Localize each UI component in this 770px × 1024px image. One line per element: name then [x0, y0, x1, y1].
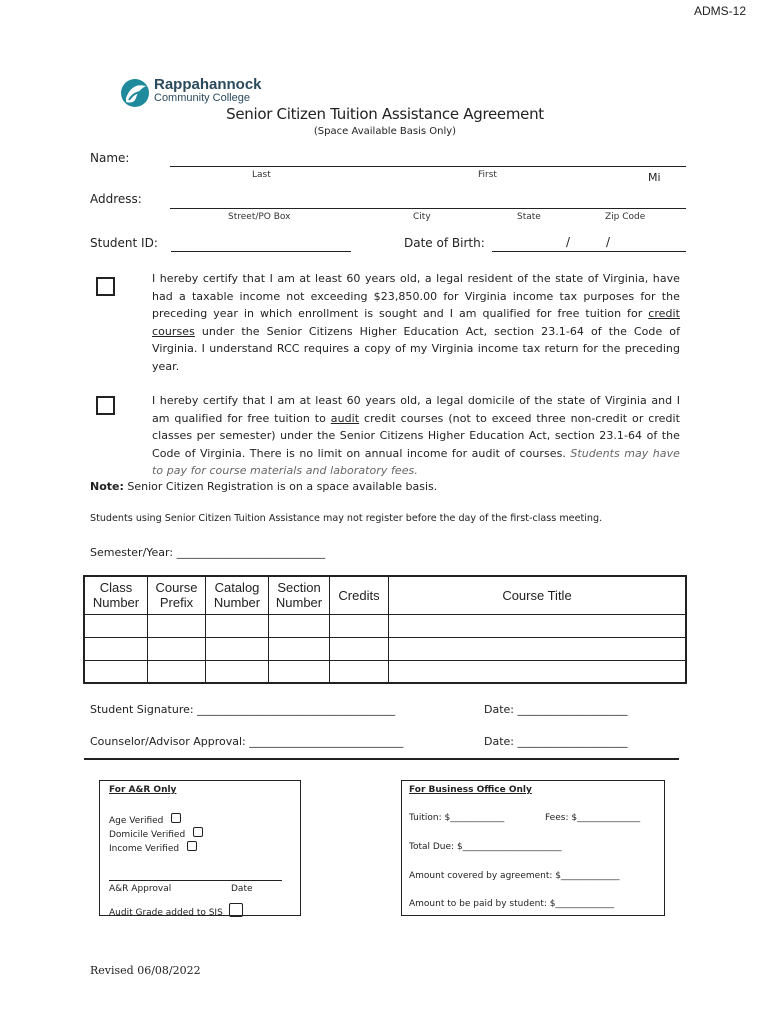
credits-header: Credits — [330, 576, 389, 614]
table-cell[interactable] — [269, 637, 330, 660]
course-table — [83, 575, 687, 684]
total-due-field[interactable]: Total Due: $______________________ — [409, 842, 562, 852]
note — [90, 480, 437, 493]
table-cell[interactable] — [206, 614, 269, 637]
table-cell[interactable] — [330, 637, 389, 660]
section-number-header: Section Number — [269, 576, 330, 614]
amount-covered-field[interactable]: Amount covered by agreement: $_____________ — [409, 871, 620, 881]
amount-paid-field[interactable]: Amount to be paid by student: $_____________ — [409, 899, 614, 909]
table-cell[interactable] — [84, 637, 148, 660]
credit-certification-text: I hereby certify that I am at least 60 years old, a legal resident of the state of Virginia, have had a taxable income not exceeding $23,850.00 for Virginia income tax purposes for the preceding year in which enrollment is sought and I am qualified for free tuition for credit courses under the Senior Citizens Higher Education Act, section 23.1-64 of the Code of Virginia. I understand RCC requires a copy of my Virginia income tax return for the preceding year. — [152, 272, 680, 373]
age-verified-checkbox[interactable] — [171, 813, 181, 823]
income-verified-row — [109, 841, 197, 854]
business-box-heading: For Business Office Only — [409, 785, 532, 795]
state-caption: State — [517, 212, 541, 222]
domicile-verified-label: Domicile Verified — [109, 830, 186, 840]
logo-name: Rappahannock — [154, 76, 262, 93]
table-cell[interactable] — [148, 614, 206, 637]
page-title: Senior Citizen Tuition Assistance Agreement — [226, 105, 544, 123]
last-caption: Last — [252, 170, 271, 180]
table-cell[interactable] — [84, 614, 148, 637]
ar-office-box — [99, 780, 301, 916]
catalog-number-header: Catalog Number — [206, 576, 269, 614]
table-cell[interactable] — [389, 637, 687, 660]
table-cell[interactable] — [389, 614, 687, 637]
fees-field[interactable]: Fees: $______________ — [545, 813, 641, 823]
ar-approval-date-label: Date — [231, 884, 253, 894]
section-divider — [84, 758, 679, 760]
student-signature-date-field[interactable]: Date: ____________________ — [484, 703, 628, 716]
first-class-note: Students using Senior Citizen Tuition Assistance may not register before the day of the first-class meeting. — [90, 513, 603, 524]
counselor-approval-field[interactable]: Counselor/Advisor Approval: ____________________________ — [90, 735, 404, 748]
address-label: Address: — [90, 192, 142, 206]
counselor-approval-date-field[interactable]: Date: ____________________ — [484, 735, 628, 748]
dob-separator: / — [566, 235, 571, 249]
table-cell[interactable] — [148, 660, 206, 683]
city-caption: City — [413, 212, 431, 222]
college-logo-icon — [120, 78, 152, 108]
audit-grade-checkbox[interactable] — [229, 903, 243, 917]
address-field[interactable] — [170, 208, 686, 209]
course-title-header: Course Title — [389, 576, 687, 614]
semester-year-field[interactable]: Semester/Year: ___________________________ — [90, 546, 326, 559]
audit-grade-label: Audit Grade added to SIS — [109, 908, 223, 918]
income-verified-checkbox[interactable] — [187, 841, 197, 851]
audit-certification-text: I hereby certify that I am at least 60 years old, a legal domicile of the state of Virginia and I am qualified for free tuition to audit credit courses (not to exceed three non-credit or credit classes per semester) under the Senior Citizens Higher Education Act, section 23.1-64 of the Code of Virginia. There is no limit on annual income for audit of courses. Students may have to pay for course materials and laboratory fees. — [152, 394, 681, 477]
table-row — [84, 637, 686, 660]
mi-caption: Mi — [648, 171, 661, 184]
table-header-row — [84, 576, 686, 614]
page-subtitle: (Space Available Basis Only) — [313, 126, 457, 137]
table-row — [84, 614, 686, 637]
business-office-box — [401, 780, 665, 916]
income-verified-label: Income Verified — [109, 844, 180, 854]
table-cell[interactable] — [84, 660, 148, 683]
table-cell[interactable] — [330, 660, 389, 683]
table-cell[interactable] — [330, 614, 389, 637]
age-verified-label: Age Verified — [109, 816, 164, 826]
table-cell[interactable] — [206, 637, 269, 660]
audit-courses-checkbox[interactable] — [96, 396, 115, 415]
table-cell[interactable] — [148, 637, 206, 660]
street-caption: Street/PO Box — [228, 212, 291, 222]
ar-approval-line[interactable] — [109, 880, 282, 881]
revision-date: Revised 06/08/2022 — [90, 964, 201, 977]
table-cell[interactable] — [389, 660, 687, 683]
note-label: Note: — [90, 480, 124, 493]
form-code: ADMS-12 — [693, 4, 746, 18]
table-row — [84, 660, 686, 683]
dob-label: Date of Birth: — [404, 236, 485, 250]
dob-field[interactable] — [492, 251, 686, 252]
ar-approval-label: A&R Approval — [109, 884, 172, 894]
table-cell[interactable] — [269, 614, 330, 637]
age-verified-row — [109, 813, 181, 826]
first-caption: First — [478, 170, 497, 180]
course-prefix-header: Course Prefix — [148, 576, 206, 614]
logo-subtitle: Community College — [154, 92, 250, 104]
tuition-field[interactable]: Tuition: $____________ — [409, 813, 505, 823]
class-number-header: Class Number — [84, 576, 148, 614]
student-signature-field[interactable]: Student Signature: ____________________________________ — [90, 703, 396, 716]
name-label: Name: — [90, 151, 130, 165]
dob-separator: / — [606, 235, 611, 249]
student-id-field[interactable] — [171, 251, 351, 252]
table-cell[interactable] — [206, 660, 269, 683]
ar-box-heading: For A&R Only — [109, 785, 177, 795]
domicile-verified-row — [109, 827, 203, 840]
credit-courses-checkbox[interactable] — [96, 277, 115, 296]
zip-caption: Zip Code — [605, 212, 646, 222]
table-cell[interactable] — [269, 660, 330, 683]
domicile-verified-checkbox[interactable] — [193, 827, 203, 837]
name-field[interactable] — [170, 166, 686, 167]
student-id-label: Student ID: — [90, 236, 158, 250]
note-text: Senior Citizen Registration is on a space available basis. — [127, 480, 438, 493]
audit-grade-row — [109, 903, 243, 918]
